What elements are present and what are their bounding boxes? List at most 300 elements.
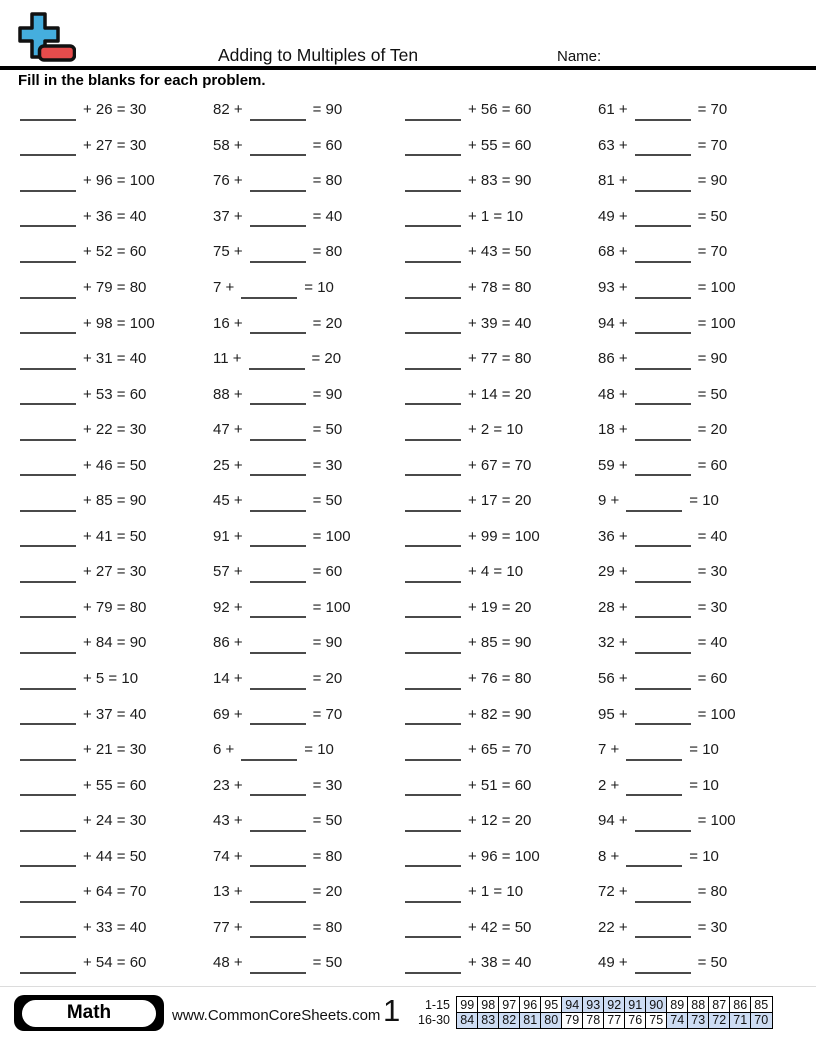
problem-text: + 24 = 30 xyxy=(83,812,147,830)
answer-blank[interactable] xyxy=(626,739,682,761)
problem-text: 49 + xyxy=(598,207,628,225)
problem-text: + 37 = 40 xyxy=(83,705,147,723)
problem-text: + 41 = 50 xyxy=(83,527,147,545)
answer-blank[interactable] xyxy=(20,277,76,299)
problem-text: + 42 = 50 xyxy=(468,918,532,936)
problem-text: 32 + xyxy=(598,634,628,652)
minus-icon xyxy=(40,46,75,60)
problem-text: + 82 = 90 xyxy=(468,705,532,723)
name-label: Name: xyxy=(557,48,602,65)
problem-text: + 79 = 80 xyxy=(83,598,147,616)
answer-blank[interactable] xyxy=(405,881,461,903)
commoncoresheets-logo xyxy=(18,12,76,69)
problem xyxy=(405,341,597,377)
problem-text: = 50 xyxy=(697,207,728,225)
answer-blank[interactable] xyxy=(20,668,76,690)
answer-blank[interactable] xyxy=(20,881,76,903)
problem-text: 59 + xyxy=(598,456,628,474)
answer-blank[interactable] xyxy=(405,916,461,938)
problem-text: = 80 xyxy=(312,172,343,190)
problem xyxy=(20,483,212,519)
problem-text: = 90 xyxy=(312,101,343,119)
problem xyxy=(598,483,790,519)
problem-text: = 30 xyxy=(697,918,728,936)
problem-text: = 30 xyxy=(697,598,728,616)
answer-blank[interactable] xyxy=(405,348,461,370)
answer-blank[interactable] xyxy=(20,774,76,796)
problem-text: + 53 = 60 xyxy=(83,385,147,403)
answer-blank[interactable] xyxy=(626,845,682,867)
website-url: www.CommonCoreSheets.com xyxy=(172,1007,381,1024)
problem xyxy=(213,838,405,874)
answer-blank[interactable] xyxy=(635,703,691,725)
answer-blank[interactable] xyxy=(405,525,461,547)
answer-blank[interactable] xyxy=(405,134,461,156)
problem xyxy=(598,128,790,164)
answer-blank[interactable] xyxy=(241,277,297,299)
problem-text: + 44 = 50 xyxy=(83,847,147,865)
answer-blank[interactable] xyxy=(635,632,691,654)
problem-text: = 10 xyxy=(689,741,719,759)
score-cell: 82 xyxy=(498,1012,521,1029)
problem xyxy=(20,305,212,341)
answer-blank[interactable] xyxy=(20,739,76,761)
problem-text: 69 + xyxy=(213,705,243,723)
answer-blank[interactable] xyxy=(405,99,461,121)
problem-text: 23 + xyxy=(213,776,243,794)
problem-text: 63 + xyxy=(598,136,628,154)
answer-blank[interactable] xyxy=(250,703,306,725)
problem-text: 56 + xyxy=(598,670,628,688)
answer-blank[interactable] xyxy=(250,312,306,334)
problem xyxy=(20,163,212,199)
answer-blank[interactable] xyxy=(250,170,306,192)
answer-blank[interactable] xyxy=(250,632,306,654)
score-cell: 80 xyxy=(540,1012,563,1029)
grading-row xyxy=(398,1012,773,1029)
answer-blank[interactable] xyxy=(635,205,691,227)
problem xyxy=(213,199,405,235)
problem-text: = 50 xyxy=(697,385,728,403)
problem xyxy=(20,412,212,448)
problem xyxy=(20,376,212,412)
problem-text: = 20 xyxy=(697,421,728,439)
problem xyxy=(213,945,405,981)
problem-text: + 39 = 40 xyxy=(468,314,532,332)
problem-text: 7 + xyxy=(213,279,235,296)
problem-text: 82 + xyxy=(213,101,243,119)
answer-blank[interactable] xyxy=(20,99,76,121)
problem xyxy=(20,874,212,910)
answer-blank[interactable] xyxy=(405,383,461,405)
problem xyxy=(405,234,597,270)
problem xyxy=(20,199,212,235)
problem-text: 22 + xyxy=(598,918,628,936)
problem xyxy=(405,199,597,235)
problem-text: = 70 xyxy=(697,101,728,119)
answer-blank[interactable] xyxy=(250,845,306,867)
problem xyxy=(20,767,212,803)
score-cell: 70 xyxy=(750,1012,773,1029)
problem-text: + 17 = 20 xyxy=(468,492,532,510)
problem xyxy=(598,874,790,910)
answer-blank[interactable] xyxy=(635,170,691,192)
problem xyxy=(598,945,790,981)
problem-text: 8 + xyxy=(598,847,620,865)
score-cell: 71 xyxy=(729,1012,752,1029)
answer-blank[interactable] xyxy=(405,205,461,227)
problem xyxy=(213,661,405,697)
problem-text: + 27 = 30 xyxy=(83,563,147,581)
problem-text: + 31 = 40 xyxy=(83,350,147,368)
answer-blank[interactable] xyxy=(20,561,76,583)
problem xyxy=(20,270,212,306)
score-range-label: 1-15 xyxy=(424,997,450,1012)
problem xyxy=(20,519,212,555)
answer-blank[interactable] xyxy=(20,703,76,725)
answer-blank[interactable] xyxy=(20,952,76,974)
problem-text: 36 + xyxy=(598,527,628,545)
answer-blank[interactable] xyxy=(405,454,461,476)
answer-blank[interactable] xyxy=(405,596,461,618)
score-cell: 94 xyxy=(561,996,584,1013)
problem-text: 11 + xyxy=(213,350,242,368)
problem-text: + 54 = 60 xyxy=(83,954,147,972)
answer-blank[interactable] xyxy=(250,774,306,796)
problem-text: = 50 xyxy=(312,492,343,510)
answer-blank[interactable] xyxy=(250,205,306,227)
problem xyxy=(405,732,597,768)
problem-text: + 1 = 10 xyxy=(468,207,524,225)
answer-blank[interactable] xyxy=(20,419,76,441)
problem xyxy=(598,554,790,590)
problem-text: + 56 = 60 xyxy=(468,101,532,119)
answer-blank[interactable] xyxy=(635,916,691,938)
problem-text: = 10 xyxy=(689,776,719,794)
answer-blank[interactable] xyxy=(250,383,306,405)
problem-text: = 70 xyxy=(697,136,728,154)
score-cell: 81 xyxy=(519,1012,542,1029)
answer-blank[interactable] xyxy=(405,490,461,512)
answer-blank[interactable] xyxy=(250,596,306,618)
answer-blank[interactable] xyxy=(635,312,691,334)
problem-text: 48 + xyxy=(213,954,243,972)
problem-text: + 83 = 90 xyxy=(468,172,532,190)
answer-blank[interactable] xyxy=(20,383,76,405)
problem-text: 47 + xyxy=(213,421,243,439)
problem-column-1 xyxy=(20,92,212,981)
problem-text: + 84 = 90 xyxy=(83,634,147,652)
problem xyxy=(20,554,212,590)
problem-text: + 43 = 50 xyxy=(468,243,532,261)
problem-text: = 100 xyxy=(697,279,736,296)
problem xyxy=(598,199,790,235)
score-cells xyxy=(456,1012,773,1029)
answer-blank[interactable] xyxy=(250,810,306,832)
answer-blank[interactable] xyxy=(635,454,691,476)
problem-text: 94 + xyxy=(598,812,628,830)
answer-blank[interactable] xyxy=(635,348,691,370)
problem xyxy=(598,270,790,306)
problem-text: = 80 xyxy=(312,918,343,936)
answer-blank[interactable] xyxy=(635,668,691,690)
problem xyxy=(598,696,790,732)
answer-blank[interactable] xyxy=(20,205,76,227)
score-cell: 78 xyxy=(582,1012,605,1029)
worksheet-title: Adding to Multiples of Ten xyxy=(218,45,419,65)
answer-blank[interactable] xyxy=(635,525,691,547)
score-cell: 98 xyxy=(477,996,500,1013)
problem xyxy=(20,447,212,483)
answer-blank[interactable] xyxy=(635,383,691,405)
problem-text: + 85 = 90 xyxy=(468,634,532,652)
problem xyxy=(20,234,212,270)
problem xyxy=(20,590,212,626)
problem xyxy=(405,128,597,164)
problem-text: = 90 xyxy=(312,634,343,652)
page-number: 1 xyxy=(383,993,401,1028)
score-cell: 93 xyxy=(582,996,605,1013)
problem xyxy=(598,234,790,270)
problem-text: + 64 = 70 xyxy=(83,883,147,901)
problem xyxy=(213,732,405,768)
problem-text: = 40 xyxy=(312,207,343,225)
answer-blank[interactable] xyxy=(20,916,76,938)
problem-text: = 80 xyxy=(697,883,728,901)
answer-blank[interactable] xyxy=(20,312,76,334)
answer-blank[interactable] xyxy=(250,99,306,121)
problem-text: 74 + xyxy=(213,847,243,865)
problem xyxy=(213,234,405,270)
problem-text: + 38 = 40 xyxy=(468,954,532,972)
problem xyxy=(405,625,597,661)
problem xyxy=(598,412,790,448)
answer-blank[interactable] xyxy=(405,774,461,796)
answer-blank[interactable] xyxy=(20,596,76,618)
problem xyxy=(20,341,212,377)
problem-text: 61 + xyxy=(598,101,628,119)
problem-text: = 20 xyxy=(312,670,343,688)
subject-label: Math xyxy=(22,1000,156,1027)
problem-text: 37 + xyxy=(213,207,243,225)
answer-blank[interactable] xyxy=(249,348,305,370)
problem xyxy=(598,341,790,377)
answer-blank[interactable] xyxy=(250,952,306,974)
answer-blank[interactable] xyxy=(20,810,76,832)
problem-text: = 60 xyxy=(697,456,728,474)
score-cell: 95 xyxy=(540,996,563,1013)
problem-text: 58 + xyxy=(213,136,243,154)
answer-blank[interactable] xyxy=(405,241,461,263)
answer-blank[interactable] xyxy=(635,952,691,974)
problem-text: + 78 = 80 xyxy=(468,279,532,296)
answer-blank[interactable] xyxy=(635,596,691,618)
problem-text: + 22 = 30 xyxy=(83,421,147,439)
answer-blank[interactable] xyxy=(250,134,306,156)
answer-blank[interactable] xyxy=(250,561,306,583)
problem xyxy=(405,412,597,448)
answer-blank[interactable] xyxy=(405,632,461,654)
problem-text: 48 + xyxy=(598,385,628,403)
problem-text: + 96 = 100 xyxy=(468,847,540,865)
answer-blank[interactable] xyxy=(635,134,691,156)
problem-text: = 100 xyxy=(697,812,736,830)
problem-text: = 100 xyxy=(312,527,351,545)
problem-text: = 70 xyxy=(312,705,343,723)
problem xyxy=(598,803,790,839)
answer-blank[interactable] xyxy=(405,668,461,690)
problem xyxy=(598,661,790,697)
answer-blank[interactable] xyxy=(405,277,461,299)
score-cell: 79 xyxy=(561,1012,584,1029)
answer-blank[interactable] xyxy=(250,916,306,938)
answer-blank[interactable] xyxy=(250,419,306,441)
problem xyxy=(598,767,790,803)
problem xyxy=(405,696,597,732)
answer-blank[interactable] xyxy=(635,561,691,583)
problem xyxy=(598,376,790,412)
problem-text: 43 + xyxy=(213,812,243,830)
answer-blank[interactable] xyxy=(405,952,461,974)
problem xyxy=(405,661,597,697)
score-cell: 83 xyxy=(477,1012,500,1029)
answer-blank[interactable] xyxy=(635,810,691,832)
problem-text: + 55 = 60 xyxy=(468,136,532,154)
answer-blank[interactable] xyxy=(405,561,461,583)
score-cell: 86 xyxy=(729,996,752,1013)
problem-text: = 60 xyxy=(312,563,343,581)
problem-text: 45 + xyxy=(213,492,243,510)
problem-text: + 76 = 80 xyxy=(468,670,532,688)
problem-text: = 50 xyxy=(312,954,343,972)
answer-blank[interactable] xyxy=(20,241,76,263)
problem-text: = 30 xyxy=(697,563,728,581)
answer-blank[interactable] xyxy=(405,419,461,441)
problem xyxy=(213,874,405,910)
problem xyxy=(598,590,790,626)
math-badge xyxy=(14,995,164,1031)
problem xyxy=(213,92,405,128)
answer-blank[interactable] xyxy=(20,170,76,192)
problem xyxy=(213,519,405,555)
problem-text: = 40 xyxy=(697,527,728,545)
answer-blank[interactable] xyxy=(250,668,306,690)
problem-text: = 20 xyxy=(311,350,342,368)
answer-blank[interactable] xyxy=(250,241,306,263)
answer-blank[interactable] xyxy=(250,454,306,476)
problem-text: 94 + xyxy=(598,314,628,332)
answer-blank[interactable] xyxy=(20,632,76,654)
problem-text: 14 + xyxy=(213,670,243,688)
problem-text: + 12 = 20 xyxy=(468,812,532,830)
problem-text: + 65 = 70 xyxy=(468,741,532,759)
problem-text: = 90 xyxy=(697,172,728,190)
problem-text: + 4 = 10 xyxy=(468,563,524,581)
problem xyxy=(405,803,597,839)
problem xyxy=(213,767,405,803)
problem-text: + 98 = 100 xyxy=(83,314,155,332)
problem-text: + 36 = 40 xyxy=(83,207,147,225)
answer-blank[interactable] xyxy=(20,348,76,370)
score-cell: 84 xyxy=(456,1012,479,1029)
problem xyxy=(20,625,212,661)
answer-blank[interactable] xyxy=(635,881,691,903)
answer-blank[interactable] xyxy=(626,490,682,512)
problem xyxy=(213,554,405,590)
answer-blank[interactable] xyxy=(20,845,76,867)
score-range-label: 16-30 xyxy=(418,1013,450,1027)
score-cell: 96 xyxy=(519,996,542,1013)
problem xyxy=(598,732,790,768)
problem xyxy=(405,554,597,590)
answer-blank[interactable] xyxy=(241,739,297,761)
answer-blank[interactable] xyxy=(20,490,76,512)
answer-blank[interactable] xyxy=(250,525,306,547)
score-cell: 85 xyxy=(750,996,773,1013)
problem-text: 92 + xyxy=(213,598,243,616)
score-cell: 99 xyxy=(456,996,479,1013)
problem-text: 81 + xyxy=(598,172,628,190)
problem-text: 77 + xyxy=(213,918,243,936)
answer-blank[interactable] xyxy=(405,312,461,334)
problem-text: = 100 xyxy=(697,705,736,723)
problem-text: 6 + xyxy=(213,741,235,759)
answer-blank[interactable] xyxy=(635,99,691,121)
problem-text: + 21 = 30 xyxy=(83,741,147,759)
problem-text: 18 + xyxy=(598,421,628,439)
problem-text: 57 + xyxy=(213,563,243,581)
score-cell: 77 xyxy=(603,1012,626,1029)
answer-blank[interactable] xyxy=(250,490,306,512)
problem xyxy=(405,447,597,483)
problem-text: 2 + xyxy=(598,776,620,794)
answer-blank[interactable] xyxy=(635,241,691,263)
problem xyxy=(20,910,212,946)
answer-blank[interactable] xyxy=(635,419,691,441)
answer-blank[interactable] xyxy=(250,881,306,903)
answer-blank[interactable] xyxy=(405,739,461,761)
problem-text: 13 + xyxy=(213,883,243,901)
problem xyxy=(405,838,597,874)
problem-text: + 79 = 80 xyxy=(83,279,147,296)
problem xyxy=(20,945,212,981)
problem-text: = 40 xyxy=(697,634,728,652)
problem xyxy=(213,128,405,164)
problem-text: = 10 xyxy=(304,741,334,759)
problem-text: 76 + xyxy=(213,172,243,190)
problem-text: 95 + xyxy=(598,705,628,723)
problem-text: + 55 = 60 xyxy=(83,776,147,794)
problem-text: = 90 xyxy=(312,385,343,403)
score-cell: 72 xyxy=(708,1012,731,1029)
problem-text: + 51 = 60 xyxy=(468,776,532,794)
answer-blank[interactable] xyxy=(405,170,461,192)
answer-blank[interactable] xyxy=(20,525,76,547)
answer-blank[interactable] xyxy=(405,810,461,832)
answer-blank[interactable] xyxy=(635,277,691,299)
problem xyxy=(20,128,212,164)
problem-text: = 10 xyxy=(689,492,719,510)
problem xyxy=(213,376,405,412)
answer-blank[interactable] xyxy=(405,703,461,725)
problem-text: = 30 xyxy=(312,776,343,794)
answer-blank[interactable] xyxy=(20,454,76,476)
answer-blank[interactable] xyxy=(626,774,682,796)
problem xyxy=(213,910,405,946)
score-cell: 90 xyxy=(645,996,668,1013)
answer-blank[interactable] xyxy=(405,845,461,867)
answer-blank[interactable] xyxy=(20,134,76,156)
